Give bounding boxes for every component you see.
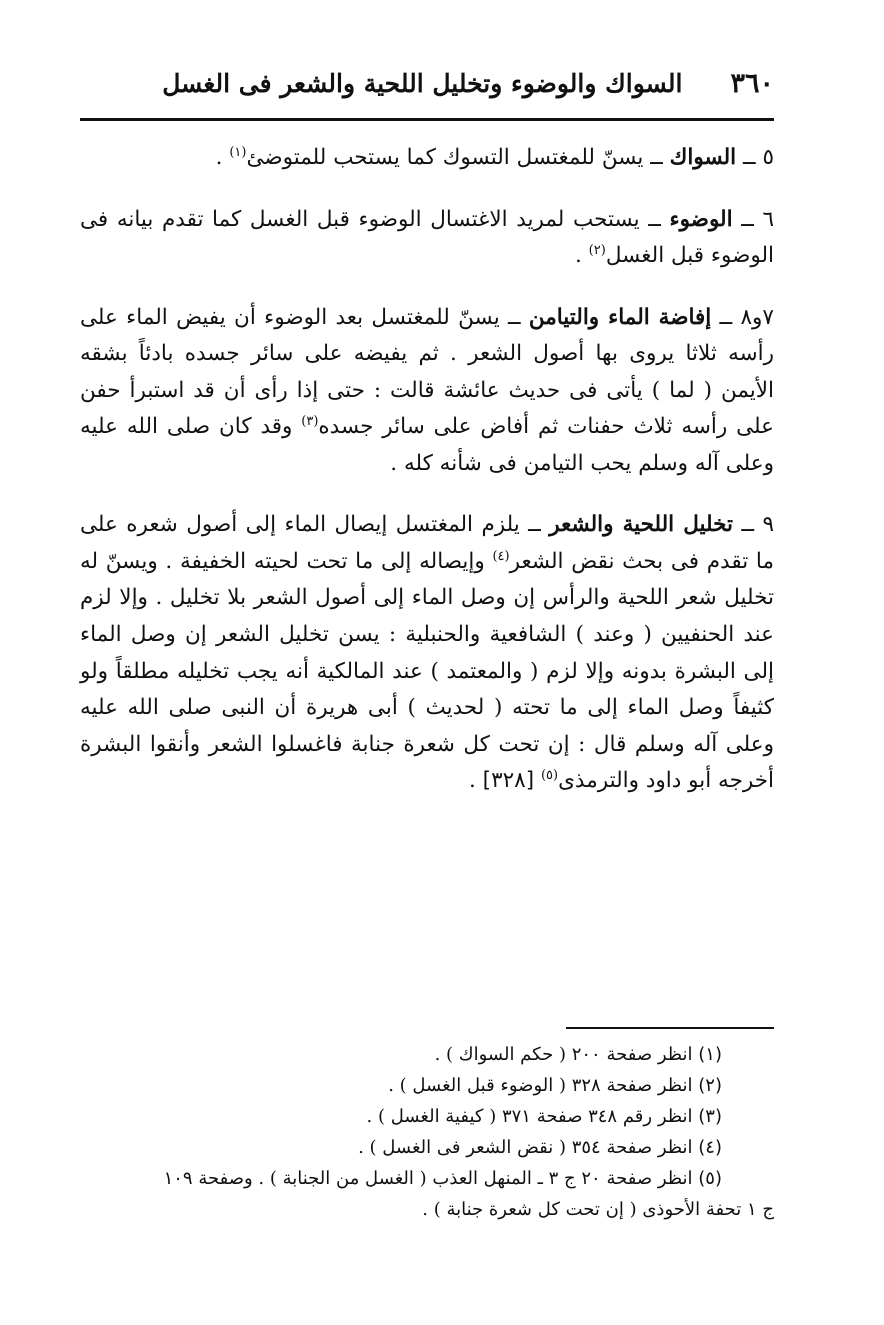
paragraph-tail: . [215,145,230,170]
page-number: ٣٦٠ [730,67,774,99]
footnote-text: انظر رقم ٣٤٨ صفحة ٣٧١ ( كيفية الغسل ) . [366,1105,693,1127]
paragraph-pouring-water: ٧و٨ ــ إفاضة الماء والتيامن ــ يسنّ للمغتسل بعد الوضوء أن يفيض الماء على رأسه ثلاثا يروى بها أصول الشعر . ثم يفيضه على سائر جسده بادئاً بشقه الأيمن ( لما ) يأتى فى حديث عائشة قالت : حتى إذا رأى أن قد استبرأ حفن على رأسه ثلاث حفنات ثم أفاض على سائر جسده$^{(٣)}$ وقد كان صلى الله عليه وعلى آله وسلم يحب التيامن فى شأنه كله . [80,304,774,476]
footnote-ref[interactable]: (٢) [588,242,606,258]
paragraph-tail: . [469,768,483,794]
footnote-mark: (٣) [698,1105,722,1127]
hadith-number: [٣٢٨] [482,768,535,794]
footnote-ref[interactable]: (١) [229,144,247,160]
paragraph-heading: السواك [669,145,737,170]
footnote-ref[interactable]: (٣) [301,414,319,430]
paragraph-wudu: ٦ ــ الوضوء ــ يستحب لمريد الاغتسال الوضوء قبل الغسل كما تقدم بيانه فى الوضوء قبل الغسل$^{(٢)}$ . [80,206,774,269]
footnote [80,1040,774,1071]
paragraph-heading: تخليل اللحية والشعر [549,512,733,538]
paragraph-number: ٩ [762,512,775,538]
paragraph-text: يلزم المغتسل إيصال الماء إلى أصول شعره على ما تقدم فى بحث نقض الشعر [80,512,774,574]
paragraph-number: ٥ [762,145,774,170]
footnote-mark: (٤) [698,1136,722,1158]
paragraph-text: يسنّ للمغتسل التسوك كما يستحب للمتوضئ [246,145,644,170]
footnote-text: انظر صفحة ٢٠٠ ( حكم السواك ) . [434,1044,693,1065]
footnote-text: انظر صفحة ٢٠ ج ٣ ـ المنهل العذب ( الغسل من الجنابة ) . وصفحة ١٠٩ [163,1167,693,1189]
paragraph-tail: وإيصاله إلى ما تحت لحيته الخفيفة . ويسنّ له تخليل شعر اللحية والرأس إن وصل الماء إلى أصول الشعر بلا تخليل . وإلا لزم عند الحنفيين ( وعند ) الشافعية والحنبلية : يسن تخليل الشعر إن وصل الماء إلى البشرة بدونه وإلا لزم ( والمعتمد ) عند المالكية أنه يجب تخليله مطلقاً ولو كثيفاً وصل الماء إلى ما تحته ( لحديث ) أبى هريرة أن النبى صلى الله عليه وعلى آله وسلم قال : إن تحت كل شعرة جنابة فاغسلوا الشعر وأنقوا البشرة أخرجه أبو داود والترمذى [80,548,774,794]
footnote-continuation [80,1195,774,1226]
footnote [80,1133,774,1164]
footnote [80,1071,774,1102]
footnote-ref[interactable]: (٤) [492,548,510,564]
paragraph-tail: وقد كان صلى الله عليه وعلى آله وسلم يحب التيامن فى شأنه كله . [80,414,774,476]
footnote-mark: (٥) [698,1167,722,1189]
footnote-ref[interactable]: (٥) [540,768,559,784]
paragraph-heading: إفاضة الماء والتيامن [528,304,712,330]
footnote-mark: (٢) [698,1074,722,1096]
paragraph-tail: . [575,243,589,269]
footnote [80,1102,774,1133]
footnote-text: انظر صفحة ٣٢٨ ( الوضوء قبل الغسل ) . [388,1074,693,1096]
footnote-mark: (١) [698,1044,722,1065]
footnote-text: ج ١ تحفة الأحوذى ( إن تحت كل شعرة جنابة ) . [422,1198,774,1220]
paragraph-takhlil: ٩ ــ تخليل اللحية والشعر ــ يلزم المغتسل إيصال الماء إلى أصول شعره على ما تقدم فى بحث نقض الشعر$^{(٤)}$ وإيصاله إلى ما تحت لحيته الخفيفة . ويسنّ له تخليل شعر اللحية والرأس إن وصل الماء إلى أصول الشعر بلا تخليل . وإلا لزم عند الحنفيين ( وعند ) الشافعية والحنبلية : يسن تخليل الشعر إن وصل الماء إلى البشرة بدونه وإلا لزم ( والمعتمد ) عند المالكية أنه يجب تخليله مطلقاً ولو كثيفاً وصل الماء إلى ما تحته ( لحديث ) أبى هريرة أن النبى صلى الله عليه وعلى آله وسلم قال : إن تحت كل شعرة جنابة فاغسلوا الشعر وأنقوا البشرة أخرجه أبو داود والترمذى$^{(٥)}$ [٣٢٨] . [80,512,775,794]
footnote-rule [566,1027,774,1029]
running-title: السواك والوضوء وتخليل اللحية والشعر فى الغسل [162,68,683,98]
page-header [80,58,774,108]
footnote [80,1164,774,1195]
main-text [80,140,774,825]
footnotes [80,1040,774,1226]
paragraph-text: يستحب لمريد الاغتسال الوضوء قبل الغسل كما تقدم بيانه فى الوضوء قبل الغسل [80,206,774,269]
paragraph-heading: الوضوء [669,206,733,232]
header-rule [80,118,774,121]
paragraph-text: يسنّ للمغتسل بعد الوضوء أن يفيض الماء على رأسه ثلاثا يروى بها أصول الشعر . ثم يفيضه على سائر جسده بادئاً بشقه الأيمن ( لما ) يأتى فى حديث عائشة قالت : حتى إذا رأى أن قد استبرأ حفن على رأسه ثلاث حفنات ثم أفاض على سائر جسده [80,304,774,440]
footnote-text: انظر صفحة ٣٥٤ ( نقض الشعر فى الغسل ) . [358,1136,693,1158]
paragraph-number: ٧و٨ [740,304,774,330]
paragraph-siwak: ٥ ــ السواك ــ يسنّ للمغتسل التسوك كما يستحب للمتوضئ$^{(١)}$ . [215,144,774,170]
paragraph-number: ٦ [762,206,774,232]
